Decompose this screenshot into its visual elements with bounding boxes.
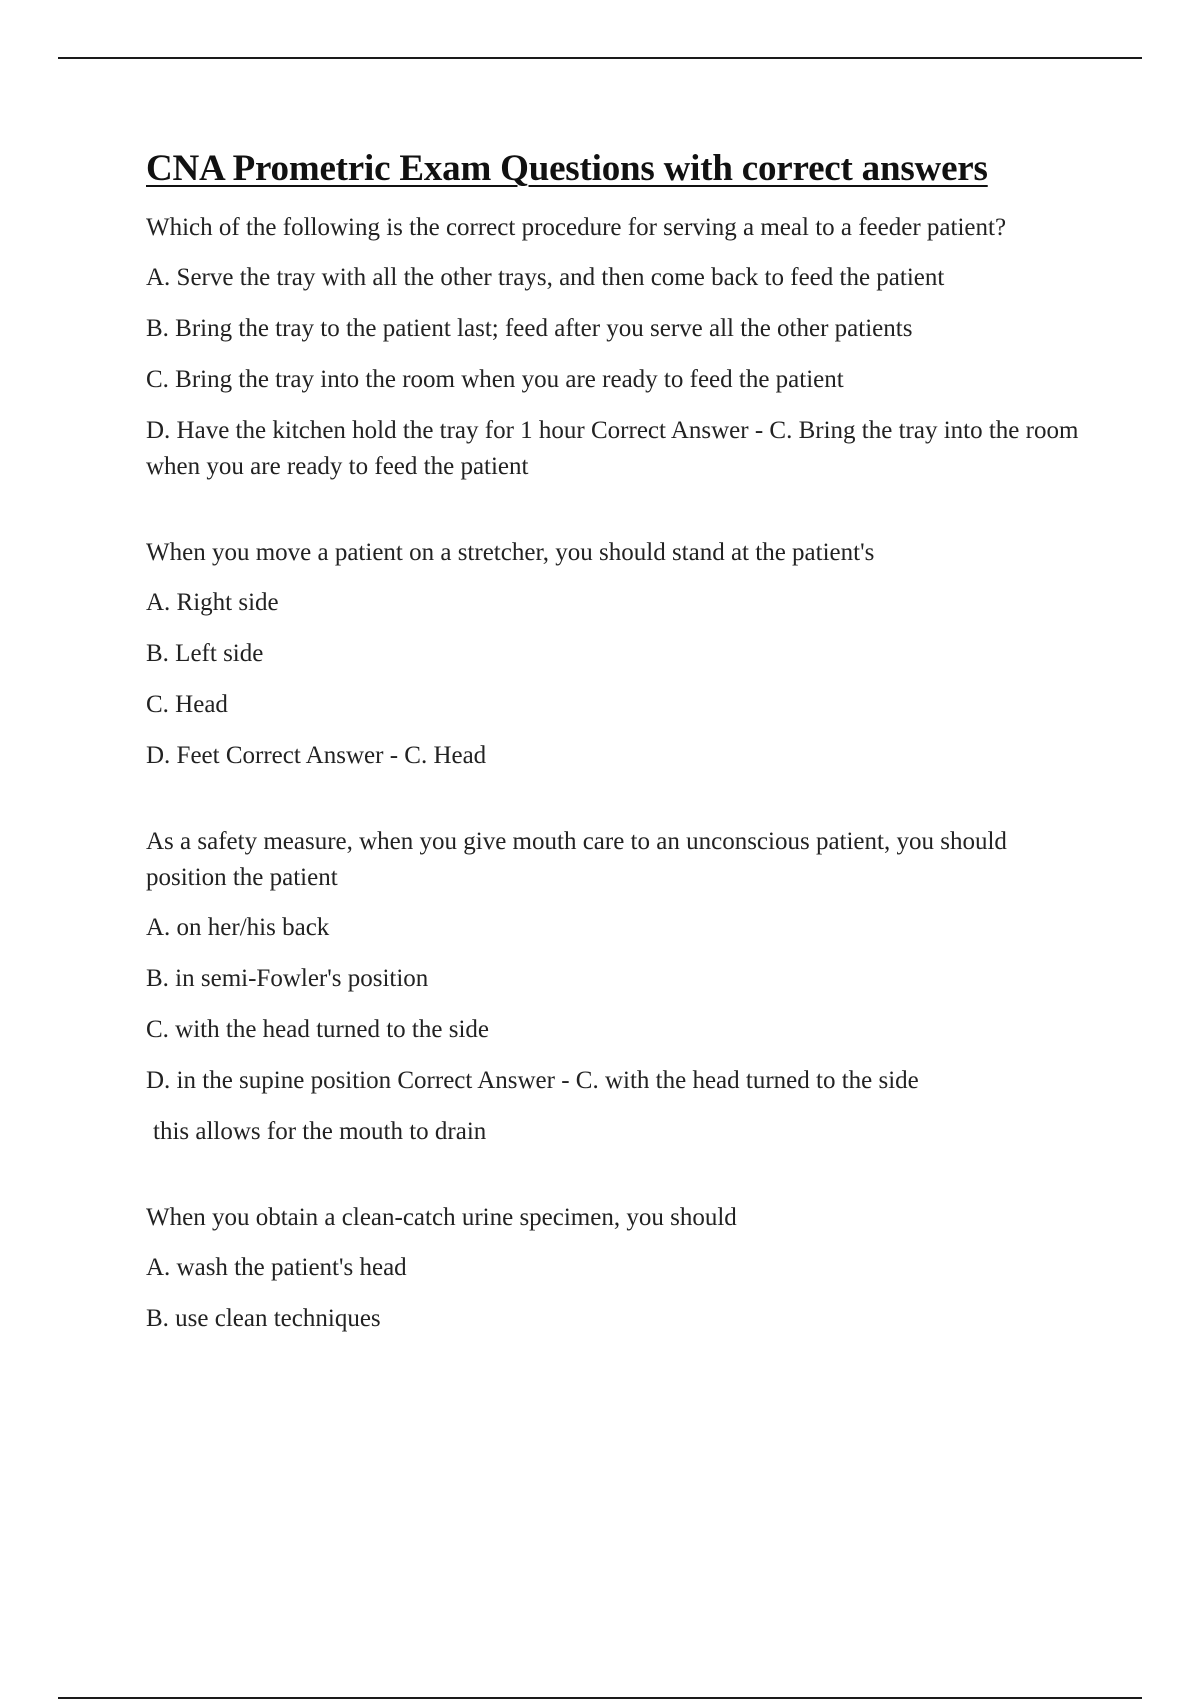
option-a: A. Serve the tray with all the other trays, and then come back to feed the patient [146,264,945,291]
question-text: Which of the following is the correct procedure for serving a meal to a feeder patient? [146,214,1007,241]
option-a: A. wash the patient's head [146,1254,407,1281]
question-block-2 [146,535,1086,774]
answer-explanation: this allows for the mouth to drain [153,1118,487,1145]
option-b: B. Bring the tray to the patient last; feed after you serve all the other patients [146,315,913,342]
question-text: When you move a patient on a stretcher, you should stand at the patient's [146,539,875,566]
option-a: A. on her/his back [146,914,330,941]
option-d-with-answer: D. Feet Correct Answer - C. Head [146,742,487,769]
document-title: CNA Prometric Exam Questions with correct answers [146,148,988,189]
option-d-with-answer: D. Have the kitchen hold the tray for 1 hour Correct Answer - C. Bring the tray into the room when you are ready to feed the patient [146,417,1079,480]
footer-rule [58,1697,1142,1699]
option-d-with-answer: D. in the supine position Correct Answer - C. with the head turned to the side [146,1067,919,1094]
option-b: B. use clean techniques [146,1305,381,1332]
header-rule [58,57,1142,59]
option-b: B. Left side [146,640,264,667]
question-block-4 [146,1200,1086,1337]
question-block-1 [146,210,1086,485]
option-a: A. Right side [146,589,279,616]
option-b: B. in semi-Fowler's position [146,965,429,992]
question-text: As a safety measure, when you give mouth care to an unconscious patient, you should position the patient [146,828,1007,891]
question-text: When you obtain a clean-catch urine specimen, you should [146,1204,737,1231]
question-block-3 [146,824,1086,1150]
option-c: C. with the head turned to the side [146,1016,489,1043]
document-body [146,146,1086,1387]
option-c: C. Bring the tray into the room when you are ready to feed the patient [146,366,844,393]
option-c: C. Head [146,691,228,718]
